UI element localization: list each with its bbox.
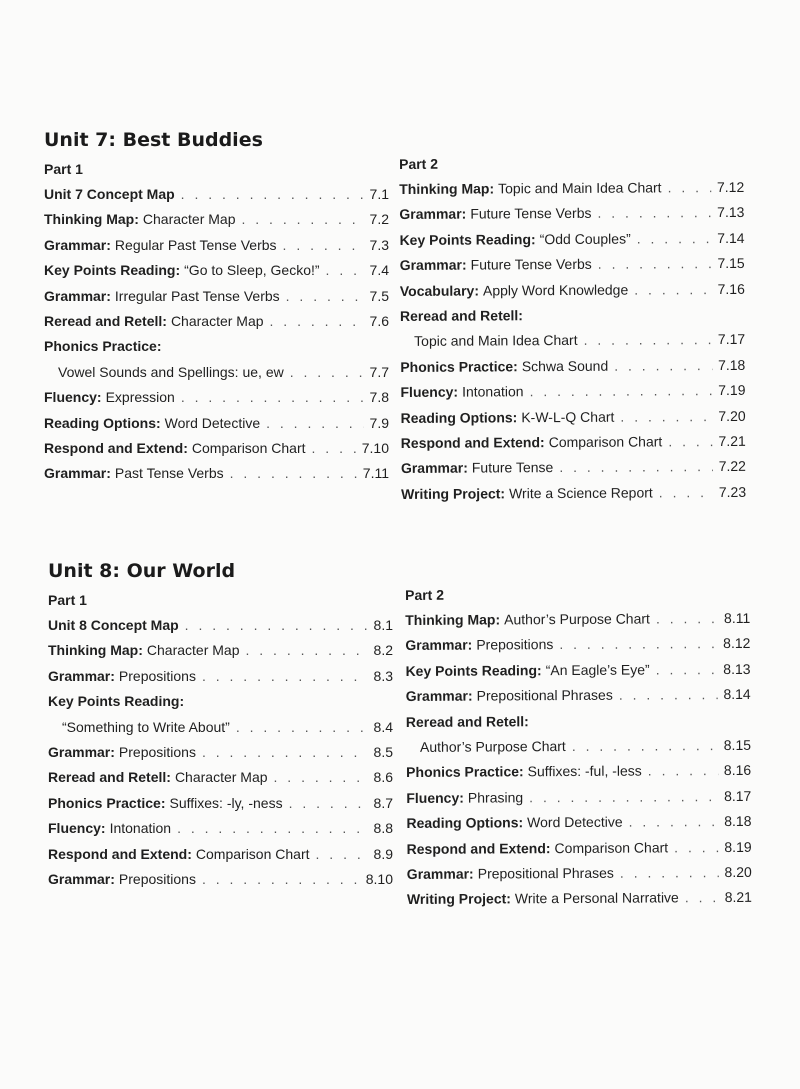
dot-leader: [685, 885, 719, 911]
toc-entry: [401, 454, 746, 481]
entry-title: “An Eagle’s Eye”: [545, 661, 650, 678]
entry-label: Fluency:: [400, 383, 459, 401]
toc-entry: [400, 251, 745, 278]
entry-label: Grammar:: [400, 459, 468, 477]
part-label: Part 1: [48, 592, 87, 608]
page-number: 8.13: [723, 660, 751, 677]
entry-label: Grammar:: [48, 743, 115, 760]
entry-label: Unit 8 Concept Map: [48, 617, 179, 633]
page-number: 7.22: [718, 458, 746, 475]
entry-label: Reading Options:: [406, 814, 524, 832]
entry-title: Phrasing: [467, 789, 524, 806]
page-number: 7.13: [717, 204, 745, 221]
entry-title: Regular Past Tense Verbs: [114, 236, 277, 253]
toc-entry: [44, 284, 389, 309]
entry-title: Comparison Chart: [195, 845, 310, 862]
dot-leader: [529, 784, 718, 811]
entry-label: Reread and Retell:: [44, 312, 167, 329]
entry-label: Phonics Practice:: [48, 794, 166, 811]
dot-leader: [629, 809, 719, 835]
dot-leader: [241, 207, 363, 232]
page-number: 8.9: [373, 845, 393, 862]
entry-label: Grammar:: [44, 236, 111, 253]
toc-entry: [48, 613, 393, 638]
entry-title: Topic and Main Idea Chart: [414, 332, 578, 350]
entry-title: Character Map: [170, 312, 264, 329]
entry-label: Key Points Reading:: [405, 661, 542, 679]
toc-entry: [48, 816, 393, 841]
entry-label: Reread and Retell:: [399, 307, 523, 324]
toc-entry: [407, 834, 752, 861]
entry-label: Vocabulary:: [399, 282, 480, 299]
entry-label: Respond and Extend:: [44, 439, 188, 456]
entry-title: Schwa Sound: [521, 357, 609, 374]
entry-label: Fluency:: [406, 789, 464, 806]
toc-entry: [401, 480, 746, 507]
toc-entry: [406, 758, 751, 785]
toc-list: [405, 606, 752, 913]
entry-label: Grammar:: [406, 865, 474, 882]
entry-title: Word Detective: [164, 414, 261, 431]
toc-entry: [400, 302, 745, 329]
entry-label: Key Points Reading:: [48, 693, 185, 710]
page-number: 8.11: [723, 609, 751, 627]
toc-entry: [406, 784, 751, 811]
toc-entry: [44, 411, 389, 436]
dot-leader: [236, 715, 368, 740]
page-number: 8.17: [724, 787, 752, 804]
entry-title: Write a Personal Narrative: [514, 889, 679, 907]
toc-entry: [399, 226, 744, 253]
page-number: 7.6: [369, 312, 389, 329]
toc-entry: [44, 309, 389, 334]
page-number: 8.4: [373, 718, 393, 735]
dot-leader: [202, 664, 368, 689]
page-number: 7.11: [362, 465, 389, 482]
dot-leader: [283, 233, 364, 258]
entry-label: Phonics Practice:: [400, 358, 518, 375]
toc-entry: [407, 885, 752, 912]
entry-title: Comparison Chart: [191, 439, 306, 456]
dot-leader: [659, 480, 713, 506]
toc-entry: [44, 436, 389, 461]
entry-title: Future Tense Verbs: [470, 255, 592, 273]
dot-leader: [637, 226, 712, 252]
entry-title: Vowel Sounds and Spellings: ue, ew: [58, 363, 284, 380]
page-number: 8.10: [365, 870, 393, 887]
page-number: 7.2: [369, 211, 389, 228]
dot-leader: [230, 461, 357, 486]
entry-title: Author’s Purpose Chart: [504, 610, 650, 628]
dot-leader: [181, 182, 364, 207]
page-number: 7.16: [717, 280, 745, 297]
toc-entry: [401, 403, 746, 430]
dot-leader: [185, 613, 368, 638]
dot-leader: [656, 657, 718, 683]
entry-title: Comparison Chart: [554, 838, 669, 856]
page-number: 8.20: [724, 863, 752, 880]
page-number: 7.9: [369, 414, 389, 431]
toc-entry: [48, 765, 393, 790]
page-number: 8.8: [373, 820, 393, 837]
entry-title: Expression: [105, 389, 175, 406]
toc-entry: [48, 867, 393, 892]
entry-title: Suffixes: -ly, -ness: [169, 794, 283, 811]
page-number: 7.23: [718, 483, 747, 500]
entry-label: Reread and Retell:: [405, 712, 529, 730]
entry-label: Fluency:: [48, 820, 106, 837]
entry-label: Grammar:: [44, 287, 111, 304]
entry-title: Character Map: [174, 769, 268, 786]
toc-entry: [400, 353, 745, 380]
page-number: 7.19: [718, 382, 746, 399]
entry-label: Grammar:: [405, 687, 473, 705]
entry-title: Prepositional Phrases: [476, 686, 613, 704]
entry-label: Respond and Extend:: [48, 845, 192, 862]
toc-entry: [48, 689, 393, 714]
dot-leader: [597, 200, 711, 226]
part-2-column: [405, 581, 752, 913]
entry-title: Intonation: [109, 820, 172, 837]
entry-label: Grammar:: [399, 205, 467, 223]
page-number: 7.15: [717, 255, 745, 272]
entry-title: Comparison Chart: [548, 433, 663, 450]
dot-leader: [177, 816, 367, 841]
dot-leader: [202, 740, 368, 765]
dot-leader: [656, 606, 718, 632]
dot-leader: [270, 309, 364, 334]
dot-leader: [559, 631, 717, 657]
page-number: 7.14: [717, 229, 745, 246]
entry-title: Future Tense Verbs: [470, 205, 592, 222]
entry-title: Future Tense: [471, 459, 554, 476]
dot-leader: [598, 251, 712, 277]
entry-label: Reread and Retell:: [48, 769, 171, 786]
toc-entry: [48, 638, 393, 663]
toc-entry: [406, 707, 751, 734]
toc-entry: [44, 258, 389, 283]
entry-label: Thinking Map:: [399, 180, 495, 197]
entry-title: “Odd Couples”: [539, 230, 631, 247]
dot-leader: [529, 378, 712, 405]
page-number: 7.10: [361, 439, 389, 456]
dot-leader: [667, 175, 711, 201]
page-number: 7.8: [369, 389, 389, 406]
entry-label: Respond and Extend:: [406, 839, 551, 857]
toc-entry: [44, 334, 389, 359]
toc-entry: [406, 682, 751, 709]
toc-entry: [400, 378, 745, 405]
dot-leader: [572, 733, 718, 759]
page-number: 7.17: [717, 331, 746, 348]
part-2-column: [399, 150, 746, 507]
dot-leader: [620, 404, 712, 430]
toc-entry: [44, 233, 389, 258]
page-number: 7.7: [369, 363, 389, 380]
unit-title: Unit 8: Our World: [48, 560, 236, 582]
dot-leader: [245, 638, 367, 663]
dot-leader: [181, 385, 364, 410]
entry-label: Phonics Practice:: [406, 763, 524, 781]
dot-leader: [620, 860, 719, 886]
dot-leader: [584, 327, 712, 353]
part-1-column: [48, 588, 393, 892]
entry-title: Character Map: [142, 211, 236, 228]
toc-list: [48, 613, 393, 892]
page-number: 7.12: [716, 178, 745, 196]
dot-leader: [619, 682, 718, 708]
entry-label: Thinking Map:: [405, 611, 501, 628]
toc-entry: [48, 740, 393, 765]
toc-entry: [405, 631, 750, 658]
entry-title: Write a Science Report: [509, 484, 653, 502]
toc-entry: [44, 385, 389, 410]
dot-leader: [289, 791, 368, 816]
part-label: Part 2: [405, 586, 445, 603]
toc-entry: [400, 276, 745, 303]
toc-entry: [406, 809, 751, 836]
dot-leader: [668, 429, 712, 455]
page-number: 8.1: [373, 617, 393, 633]
page-number: 8.12: [723, 635, 751, 652]
entry-title: Prepositions: [118, 743, 196, 760]
page-number: 7.3: [369, 236, 389, 253]
toc-entry: [407, 860, 752, 887]
page-number: 8.19: [724, 838, 752, 855]
entry-label: Unit 7 Concept Map: [44, 186, 175, 202]
entry-label: Fluency:: [44, 389, 102, 406]
entry-label: Phonics Practice:: [44, 338, 162, 355]
entry-title: Past Tense Verbs: [114, 465, 224, 482]
entry-title: “Go to Sleep, Gecko!”: [184, 262, 320, 279]
dot-leader: [614, 353, 712, 379]
entry-label: Grammar:: [48, 667, 115, 684]
entry-title: Irregular Past Tense Verbs: [114, 287, 280, 304]
page-number: 7.5: [369, 287, 389, 304]
entry-title: Intonation: [461, 383, 524, 400]
page-number: 8.7: [373, 794, 393, 811]
entry-label: Thinking Map:: [48, 642, 143, 659]
page-number: 7.4: [369, 262, 389, 279]
entry-title: Author’s Purpose Chart: [419, 737, 566, 755]
dot-leader: [266, 411, 363, 436]
toc-entry: [405, 606, 750, 633]
entry-title: Character Map: [146, 642, 240, 659]
page-number: 8.6: [373, 769, 393, 786]
entry-title: Apply Word Knowledge: [482, 281, 629, 299]
page-number: 8.21: [724, 889, 752, 906]
toc-entry: [44, 360, 389, 385]
dot-leader: [274, 765, 368, 790]
page-number: 8.15: [723, 736, 752, 754]
dot-leader: [290, 360, 364, 385]
entry-label: Respond and Extend:: [400, 434, 545, 451]
entry-title: Prepositions: [118, 870, 196, 887]
entry-label: Thinking Map:: [44, 211, 139, 228]
page-number: 7.18: [718, 356, 746, 373]
page-number: 8.5: [373, 743, 393, 760]
entry-title: K-W-L-Q Chart: [521, 408, 615, 425]
entry-label: Grammar:: [44, 465, 111, 482]
toc-entry: [399, 200, 744, 227]
entry-title: Prepositional Phrases: [477, 864, 614, 882]
entry-label: Reading Options:: [400, 408, 518, 426]
dot-leader: [286, 284, 364, 309]
dot-leader: [326, 258, 364, 283]
part-label: Part 2: [399, 155, 439, 172]
entry-title: Prepositions: [476, 636, 554, 653]
dot-leader: [312, 436, 356, 461]
part-label: Part 1: [44, 161, 83, 177]
entry-label: Reading Options:: [44, 414, 161, 431]
entry-title: Prepositions: [118, 667, 196, 684]
dot-leader: [202, 867, 360, 892]
toc-list: [399, 175, 746, 507]
toc-entry: [399, 175, 744, 202]
entry-title: “Something to Write About”: [62, 718, 230, 735]
dot-leader: [559, 454, 713, 480]
toc-entry: [44, 461, 389, 486]
dot-leader: [316, 842, 368, 867]
entry-title: Word Detective: [527, 813, 623, 831]
page-number: 7.21: [718, 432, 746, 449]
toc-entry: [48, 791, 393, 816]
entry-label: Grammar:: [405, 636, 473, 654]
page-number: 8.3: [373, 667, 393, 684]
entry-label: Writing Project:: [406, 890, 511, 908]
entry-label: Key Points Reading:: [399, 230, 536, 248]
dot-leader: [634, 277, 712, 303]
page-number: 8.2: [373, 642, 393, 659]
toc-entry: [405, 657, 750, 684]
dot-leader: [674, 835, 718, 861]
entry-title: Suffixes: -ful, -less: [527, 762, 642, 780]
toc-entry: [48, 664, 393, 689]
part-1-column: [44, 157, 389, 487]
page-number: 7.20: [718, 407, 746, 424]
toc-entry: [400, 327, 745, 354]
page-number: 7.1: [369, 186, 389, 202]
dot-leader: [648, 758, 718, 784]
page-number: 8.14: [723, 686, 751, 703]
entry-label: Grammar:: [399, 256, 467, 274]
toc-entry: [401, 429, 746, 456]
page-number: 8.16: [723, 762, 752, 779]
entry-label: Writing Project:: [401, 485, 506, 502]
toc-entry: [48, 842, 393, 867]
toc-entry: [48, 715, 393, 740]
toc-entry: [406, 733, 751, 760]
entry-label: Key Points Reading:: [44, 262, 181, 279]
toc-entry: [44, 182, 389, 207]
unit-title: Unit 7: Best Buddies: [44, 129, 263, 151]
entry-title: Topic and Main Idea Chart: [498, 179, 662, 197]
toc-entry: [44, 207, 389, 232]
toc-list: [44, 182, 389, 487]
page-number: 8.18: [724, 813, 752, 830]
entry-label: Grammar:: [48, 870, 115, 887]
